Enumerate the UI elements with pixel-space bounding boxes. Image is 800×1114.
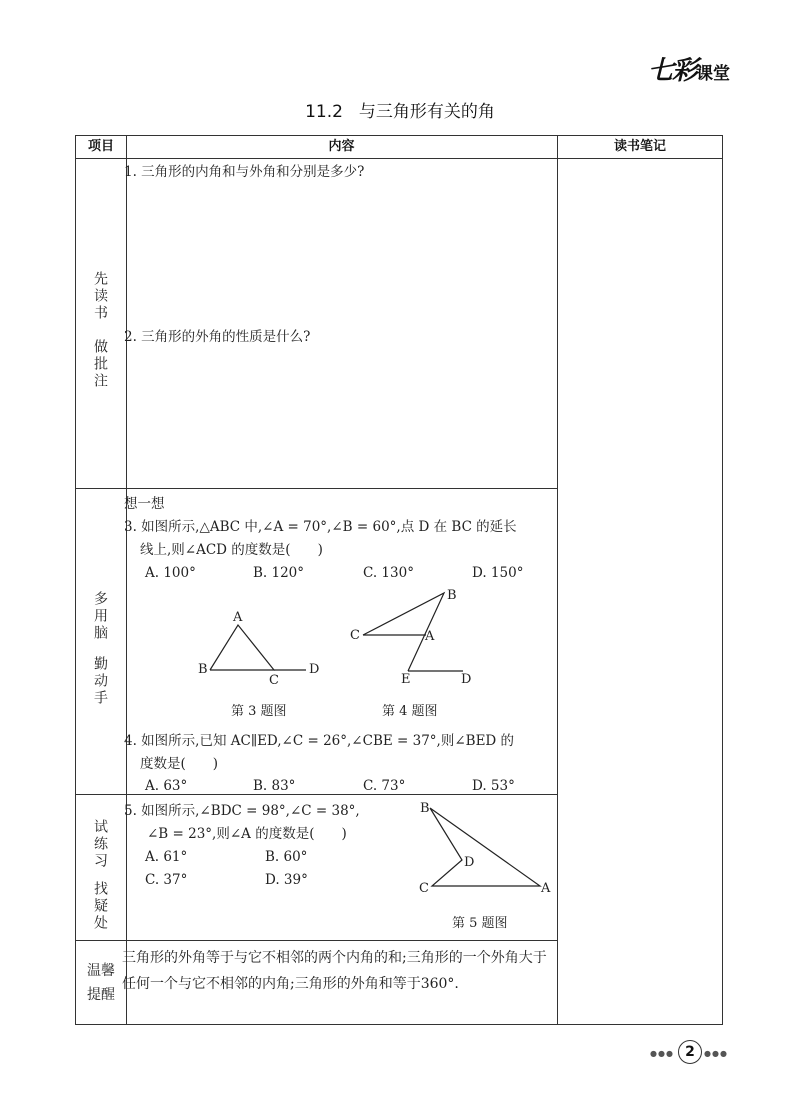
- figure-4-parallel: [345, 585, 485, 685]
- label-a: A: [425, 629, 435, 644]
- figure-5-triangle: [415, 800, 555, 900]
- label-c: C: [419, 881, 429, 896]
- figure-3-triangle: [195, 605, 335, 688]
- header-content: 内容: [328, 139, 355, 154]
- think-heading: 想一想: [124, 496, 165, 512]
- figure-4-caption: 第 4 题图: [382, 704, 438, 719]
- option: B. 60°: [265, 849, 308, 865]
- brand-main: 七彩: [647, 56, 696, 86]
- row-label-practice-1: 试练习: [92, 818, 108, 870]
- row-label-read-2: 做批注: [92, 338, 108, 390]
- column-divider-1: [126, 136, 127, 1024]
- question-5-line-2: ∠B = 23°,则∠A 的度数是( ): [147, 826, 347, 842]
- row-label-practice-2: 找疑处: [92, 880, 108, 932]
- triangle-bdc-a: [430, 808, 540, 886]
- page-number: 2: [678, 1040, 702, 1064]
- figure-3-caption: 第 3 题图: [231, 704, 287, 719]
- option: C. 37°: [145, 872, 188, 888]
- label-e: E: [401, 672, 411, 687]
- page-title: [0, 97, 800, 122]
- row-divider-2: [76, 794, 558, 795]
- header-divider: [76, 158, 723, 159]
- row-divider-3: [76, 940, 558, 941]
- question-4-line-1: 4. 如图所示,已知 AC∥ED,∠C = 26°,∠CBE = 37°,则∠BED 的: [124, 733, 515, 749]
- row-label-tip-1: 温馨: [87, 963, 115, 979]
- section-number: 11.2: [305, 102, 343, 122]
- option: D. 39°: [265, 872, 308, 888]
- question-3-line-1: 3. 如图所示,△ABC 中,∠A = 70°,∠B = 60°,点 D 在 BC 的延长: [124, 519, 517, 535]
- question-1: 1. 三角形的内角和与外角和分别是多少?: [124, 164, 365, 180]
- brand-logo: [648, 50, 730, 87]
- dots-left: ●●●: [650, 1049, 674, 1058]
- figure-5-caption: 第 5 题图: [452, 916, 508, 931]
- row-label-think-2: 勤动手: [92, 655, 108, 707]
- row-divider-1: [76, 488, 558, 489]
- tip-text: 三角形的外角等于与它不相邻的两个内角的和;三角形的一个外角大于任何一个与它不相邻的内角;三角形的外角和等于360°.: [122, 950, 547, 992]
- page-indicator: [650, 1040, 728, 1064]
- row-label-read-1: 先读书: [92, 270, 108, 322]
- column-divider-2: [557, 136, 558, 1024]
- option: A. 61°: [145, 849, 188, 865]
- dots-right: ●●●: [704, 1049, 728, 1058]
- option: A. 100°: [145, 565, 196, 581]
- question-5-line-1: 5. 如图所示,∠BDC = 98°,∠C = 38°,: [124, 803, 360, 819]
- label-c: C: [269, 673, 279, 688]
- label-d: D: [464, 855, 475, 870]
- option: D. 150°: [472, 565, 524, 581]
- section-title: 与三角形有关的角: [358, 102, 495, 122]
- label-d: D: [309, 662, 320, 677]
- question-3-line-2: 线上,则∠ACD 的度数是( ): [140, 542, 323, 558]
- header-notes: 读书笔记: [613, 139, 666, 154]
- label-a: A: [233, 610, 243, 625]
- row-label-think-1: 多用脑: [92, 590, 108, 642]
- label-d: D: [461, 672, 472, 687]
- label-b: B: [198, 662, 208, 677]
- label-c: C: [350, 628, 360, 643]
- row-label-tip-2: 提醒: [87, 987, 115, 1003]
- label-a: A: [541, 881, 551, 896]
- question-4-line-2: 度数是( ): [140, 756, 219, 772]
- option: A. 63°: [145, 778, 188, 794]
- header-item: 项目: [87, 139, 114, 154]
- brand-sub: 课堂: [696, 64, 730, 84]
- question-2: 2. 三角形的外角的性质是什么?: [124, 329, 311, 345]
- label-b: B: [447, 588, 457, 603]
- option: B. 83°: [253, 778, 296, 794]
- option: C. 73°: [363, 778, 406, 794]
- option: C. 130°: [363, 565, 414, 581]
- option: D. 53°: [472, 778, 515, 794]
- label-b: B: [420, 801, 430, 816]
- option: B. 120°: [253, 565, 305, 581]
- triangle-abc: [210, 625, 274, 670]
